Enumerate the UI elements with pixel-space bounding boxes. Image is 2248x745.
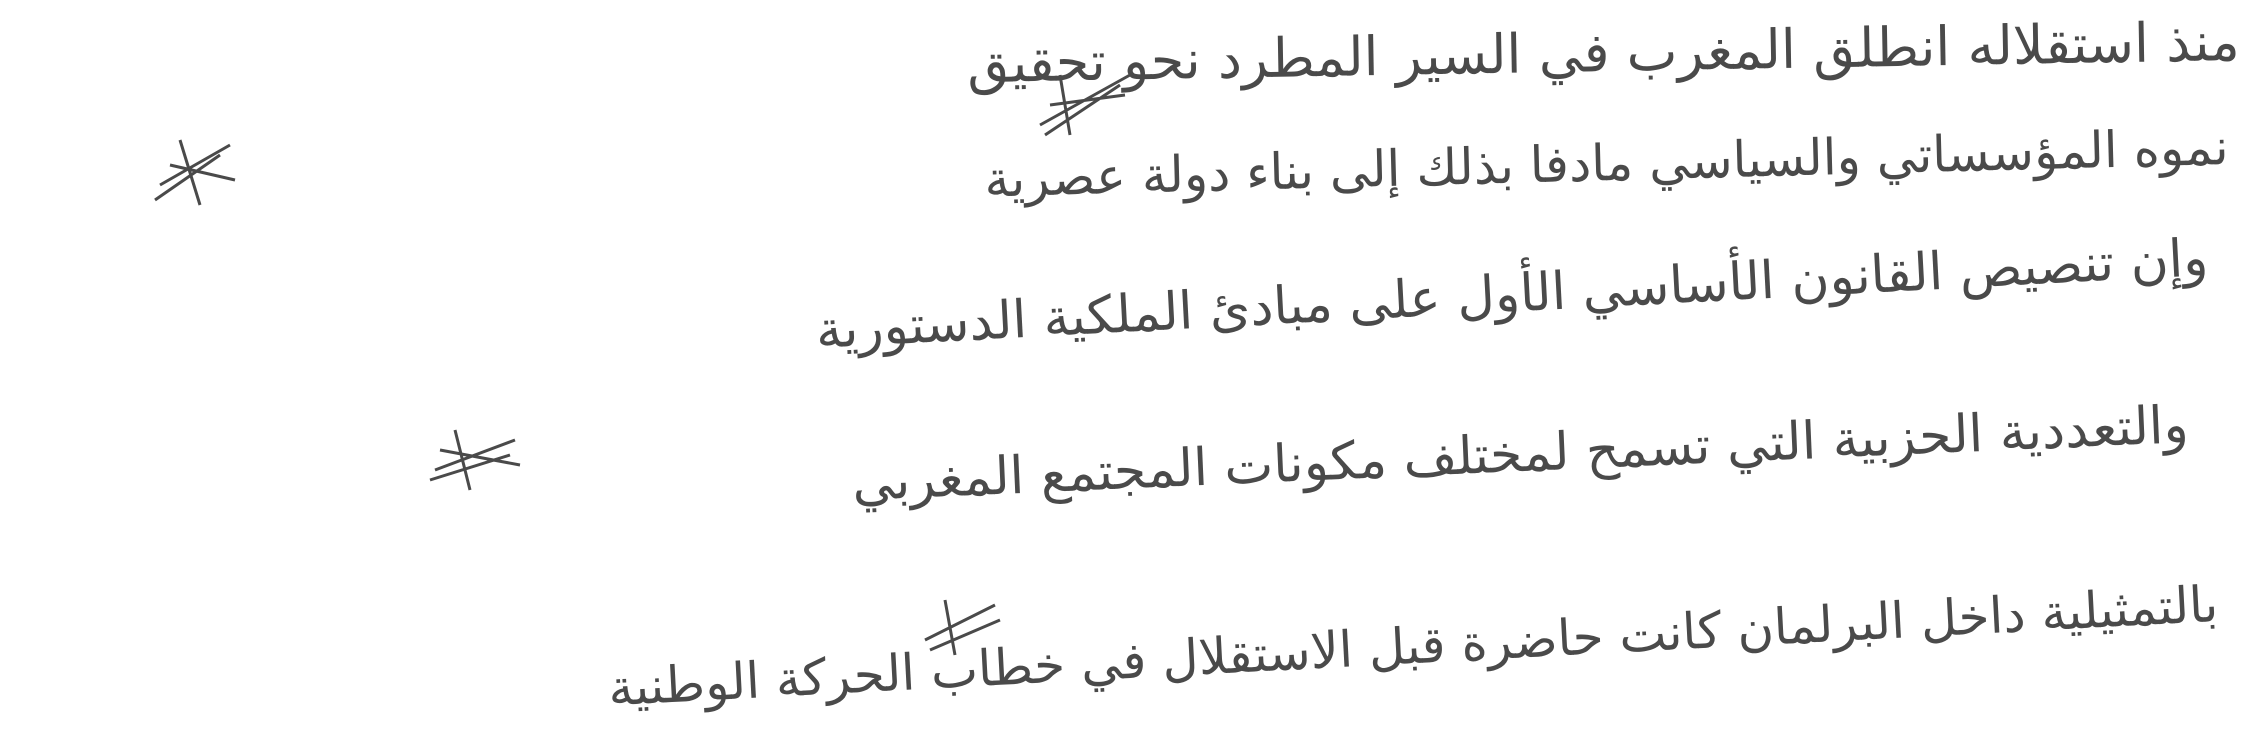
handwritten-line-2: نموه المؤسساتي والسياسي مادفا بذلك إلى بناء دولة عصرية <box>983 118 2229 209</box>
handwritten-line-5: بالتمثيلية داخل البرلمان كانت حاضرة قبل الاستقلال في خطاب الحركة الوطنية <box>606 575 2220 718</box>
handwritten-line-3: وإن تنصيص القانون الأساسي الأول على مبادئ الملكية الدستورية <box>814 228 2210 361</box>
strikethrough-scribble <box>1030 55 1140 145</box>
strikethrough-scribble <box>150 125 240 215</box>
handwritten-line-1: منذ استقلاله انطلق المغرب في السير المطرد نحو تحقيق <box>967 10 2241 96</box>
strikethrough-scribble <box>915 590 1005 660</box>
handwritten-line-4: والتعددية الحزبية التي تسمح لمختلف مكونات المجتمع المغربي <box>850 395 2190 514</box>
strikethrough-scribble <box>425 420 525 500</box>
